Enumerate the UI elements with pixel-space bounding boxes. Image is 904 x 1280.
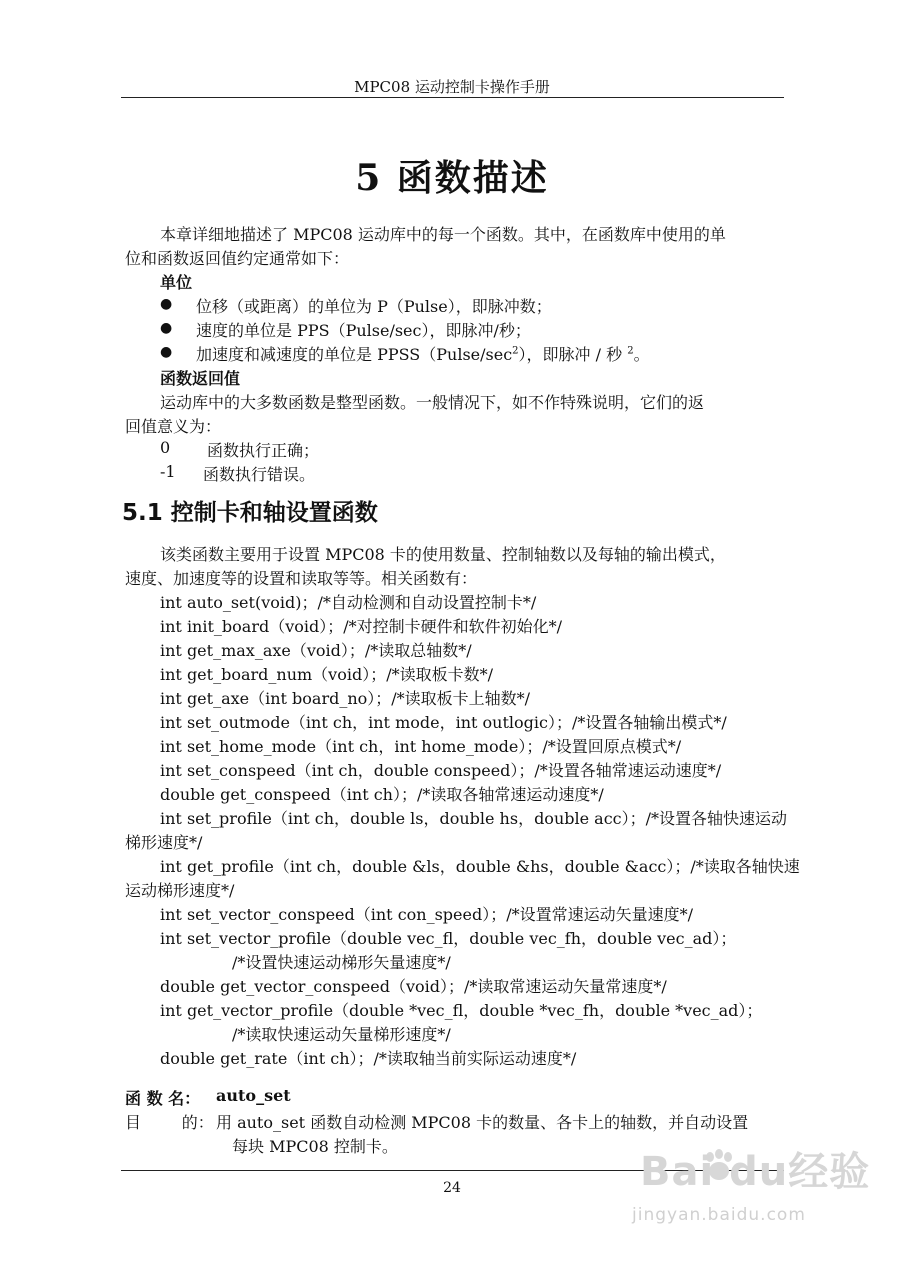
function-line-continued: 梯形速度*/ [125, 833, 203, 852]
purpose-line-1: 用 auto_set 函数自动检测 MPC08 卡的数量、各卡上的轴数，并自动设置 [216, 1113, 749, 1132]
watermark-brand: Bai du经验 [640, 1149, 871, 1195]
return-desc: 函数执行错误。 [203, 465, 316, 484]
bullet-icon: ● [160, 296, 173, 312]
purpose-line-2: 每块 MPC08 控制卡。 [232, 1137, 398, 1156]
function-comment: /*设置快速运动梯形矢量速度*/ [232, 953, 451, 972]
function-line: int auto_set(void)；/*自动检测和自动设置控制卡*/ [160, 593, 537, 612]
function-line: int set_vector_profile（double vec_fl，double vec_fh，double vec_ad）； [160, 929, 737, 948]
function-line: int set_profile（int ch，double ls，double hs，double acc）；/*设置各轴快速运动 [160, 809, 788, 828]
section-intro-1: 该类函数主要用于设置 MPC08 卡的使用数量、控制轴数以及每轴的输出模式， [160, 545, 726, 564]
function-line: int set_home_mode（int ch，int home_mode）；/*设置回原点模式*/ [160, 737, 682, 756]
func-name-value: auto_set [216, 1086, 291, 1105]
returns-line-1: 运动库中的大多数函数是整型函数。一般情况下，如不作特殊说明，它们的返 [160, 393, 705, 412]
function-line: int set_outmode（int ch，int mode，int outlogic）；/*设置各轴输出模式*/ [160, 713, 727, 732]
function-line: double get_rate（int ch）；/*读取轴当前实际运动速度*/ [160, 1049, 577, 1068]
function-line: double get_conspeed（int ch）；/*读取各轴常速运动速度*/ [160, 785, 604, 804]
function-line: int set_vector_conspeed（int con_speed）；/*设置常速运动矢量速度*/ [160, 905, 694, 924]
function-comment: /*读取快速运动矢量梯形速度*/ [232, 1025, 451, 1044]
units-item-3 [196, 342, 650, 365]
section-intro-2: 速度、加速度等的设置和读取等等。相关函数有： [125, 569, 478, 588]
intro-line-2: 位和函数返回值约定通常如下： [125, 249, 350, 268]
func-name-label: 函 数 名： [125, 1089, 201, 1108]
returns-line-2: 回值意义为： [125, 417, 222, 436]
chapter-title: 5 函数描述 [355, 157, 549, 199]
units-heading: 单位 [160, 273, 193, 292]
section-title: 5.1 控制卡和轴设置函数 [122, 500, 378, 526]
function-line: int get_axe（int board_no）；/*读取板卡上轴数*/ [160, 689, 531, 708]
function-line: int get_profile（int ch，double &ls，double &hs，double &acc）；/*读取各轴快速 [160, 857, 800, 876]
page-number: 24 [443, 1180, 461, 1196]
bullet-icon: ● [160, 344, 173, 360]
function-line: double get_vector_conspeed（void）；/*读取常速运动矢量常速度*/ [160, 977, 667, 996]
watermark-url: jingyan.baidu.com [632, 1205, 806, 1225]
running-header: MPC08 运动控制卡操作手册 [354, 78, 550, 96]
return-desc: 函数执行正确； [207, 441, 320, 460]
units-item-1: 位移（或距离）的单位为 P（Pulse），即脉冲数； [196, 297, 552, 316]
function-line: int get_vector_profile（double *vec_fl，double *vec_fh，double *vec_ad）； [160, 1001, 763, 1020]
function-line: int set_conspeed（int ch，double conspeed）；/*设置各轴常速运动速度*/ [160, 761, 722, 780]
returns-heading: 函数返回值 [160, 369, 241, 388]
function-line-continued: 运动梯形速度*/ [125, 881, 235, 900]
function-line: int get_board_num（void）；/*读取板卡数*/ [160, 665, 493, 684]
intro-line-1: 本章详细地描述了 MPC08 运动库中的每一个函数。其中，在函数库中使用的单 [160, 225, 726, 244]
units-item-2: 速度的单位是 PPS（Pulse/sec），即脉冲/秒； [196, 321, 531, 340]
function-line: int init_board（void）；/*对控制卡硬件和软件初始化*/ [160, 617, 563, 636]
purpose-label: 目 的： [125, 1113, 214, 1132]
superscript: 2 [512, 345, 519, 357]
function-line: int get_max_axe（void）；/*读取总轴数*/ [160, 641, 472, 660]
return-code: 0 [160, 438, 171, 457]
return-code: -1 [160, 462, 176, 481]
superscript: 2 [627, 345, 634, 357]
header-rule [121, 97, 784, 98]
bullet-icon: ● [160, 320, 173, 336]
units-item-3-main: 加速度和减速度的单位是 PPSS（Pulse/sec [196, 345, 513, 364]
units-item-3-mid: ），即脉冲 / 秒 [518, 345, 628, 364]
units-item-3-end: 。 [633, 345, 650, 364]
